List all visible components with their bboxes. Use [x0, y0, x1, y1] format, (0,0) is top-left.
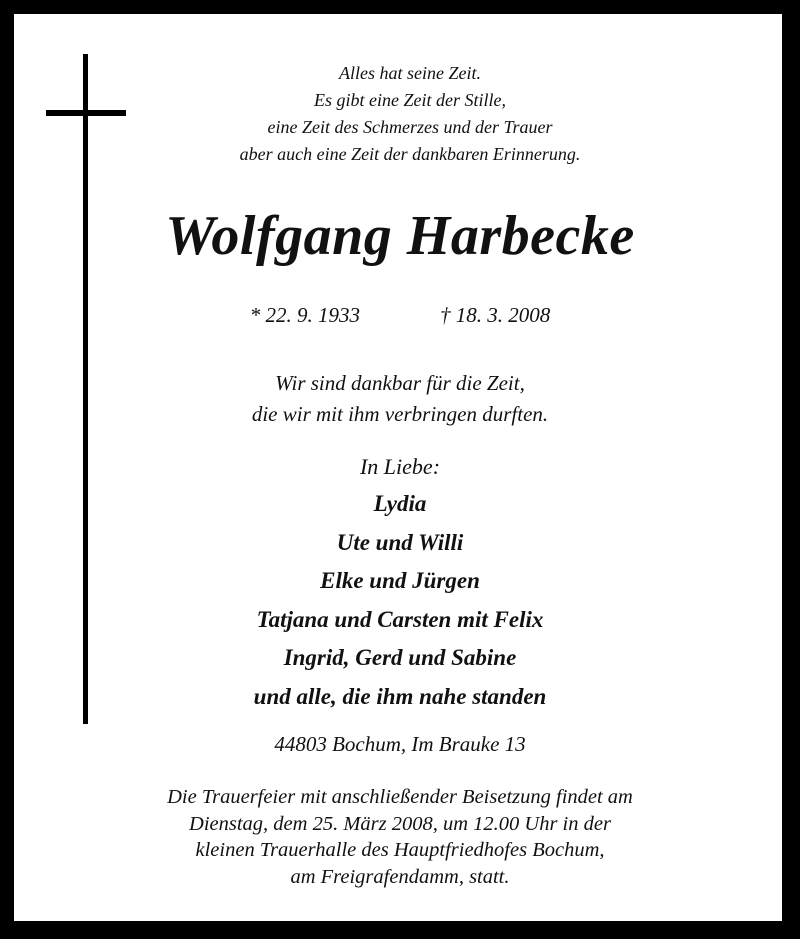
service-line: kleinen Trauerhalle des Hauptfriedhofes Bochum,: [195, 839, 605, 861]
mourner-entry: Elke und Jürgen: [320, 568, 480, 593]
mourner-entry: Tatjana und Carsten mit Felix: [256, 606, 544, 632]
mourner-entry: Ute und Willi: [336, 529, 464, 555]
deceased-name: Wolfgang Harbecke: [165, 205, 635, 267]
verse-line: eine Zeit des Schmerzes und der Trauer: [267, 117, 553, 137]
mourner-entry: und alle, die ihm nahe standen: [253, 683, 547, 709]
in-love-heading: In Liebe:: [359, 454, 441, 479]
mourners-list: [0, 485, 800, 716]
birth-date: * 22. 9. 1933: [249, 303, 360, 327]
gratitude-line: Wir sind dankbar für die Zeit,: [275, 371, 525, 395]
death-date: † 18. 3. 2008: [440, 303, 551, 327]
funeral-service-notice: [0, 784, 800, 890]
address: 44803 Bochum, Im Brauke 13: [274, 732, 526, 756]
service-line: Dienstag, dem 25. März 2008, um 12.00 Uhr in der: [189, 812, 611, 835]
verse-line: Alles hat seine Zeit.: [339, 63, 481, 83]
verse: [110, 60, 710, 168]
service-line: am Freigrafendamm, statt.: [290, 865, 510, 888]
verse-line: Es gibt eine Zeit der Stille,: [314, 90, 506, 110]
service-line: Die Trauerfeier mit anschließender Beisetzung findet am: [167, 786, 633, 808]
verse-line: aber auch eine Zeit der dankbaren Erinnerung.: [239, 144, 581, 164]
gratitude-text: [0, 368, 800, 430]
mourner-entry: Ingrid, Gerd und Sabine: [283, 645, 517, 670]
life-dates: [0, 300, 800, 330]
gratitude-line: die wir mit ihm verbringen durften.: [251, 402, 549, 426]
mourner-entry: Lydia: [373, 491, 427, 516]
